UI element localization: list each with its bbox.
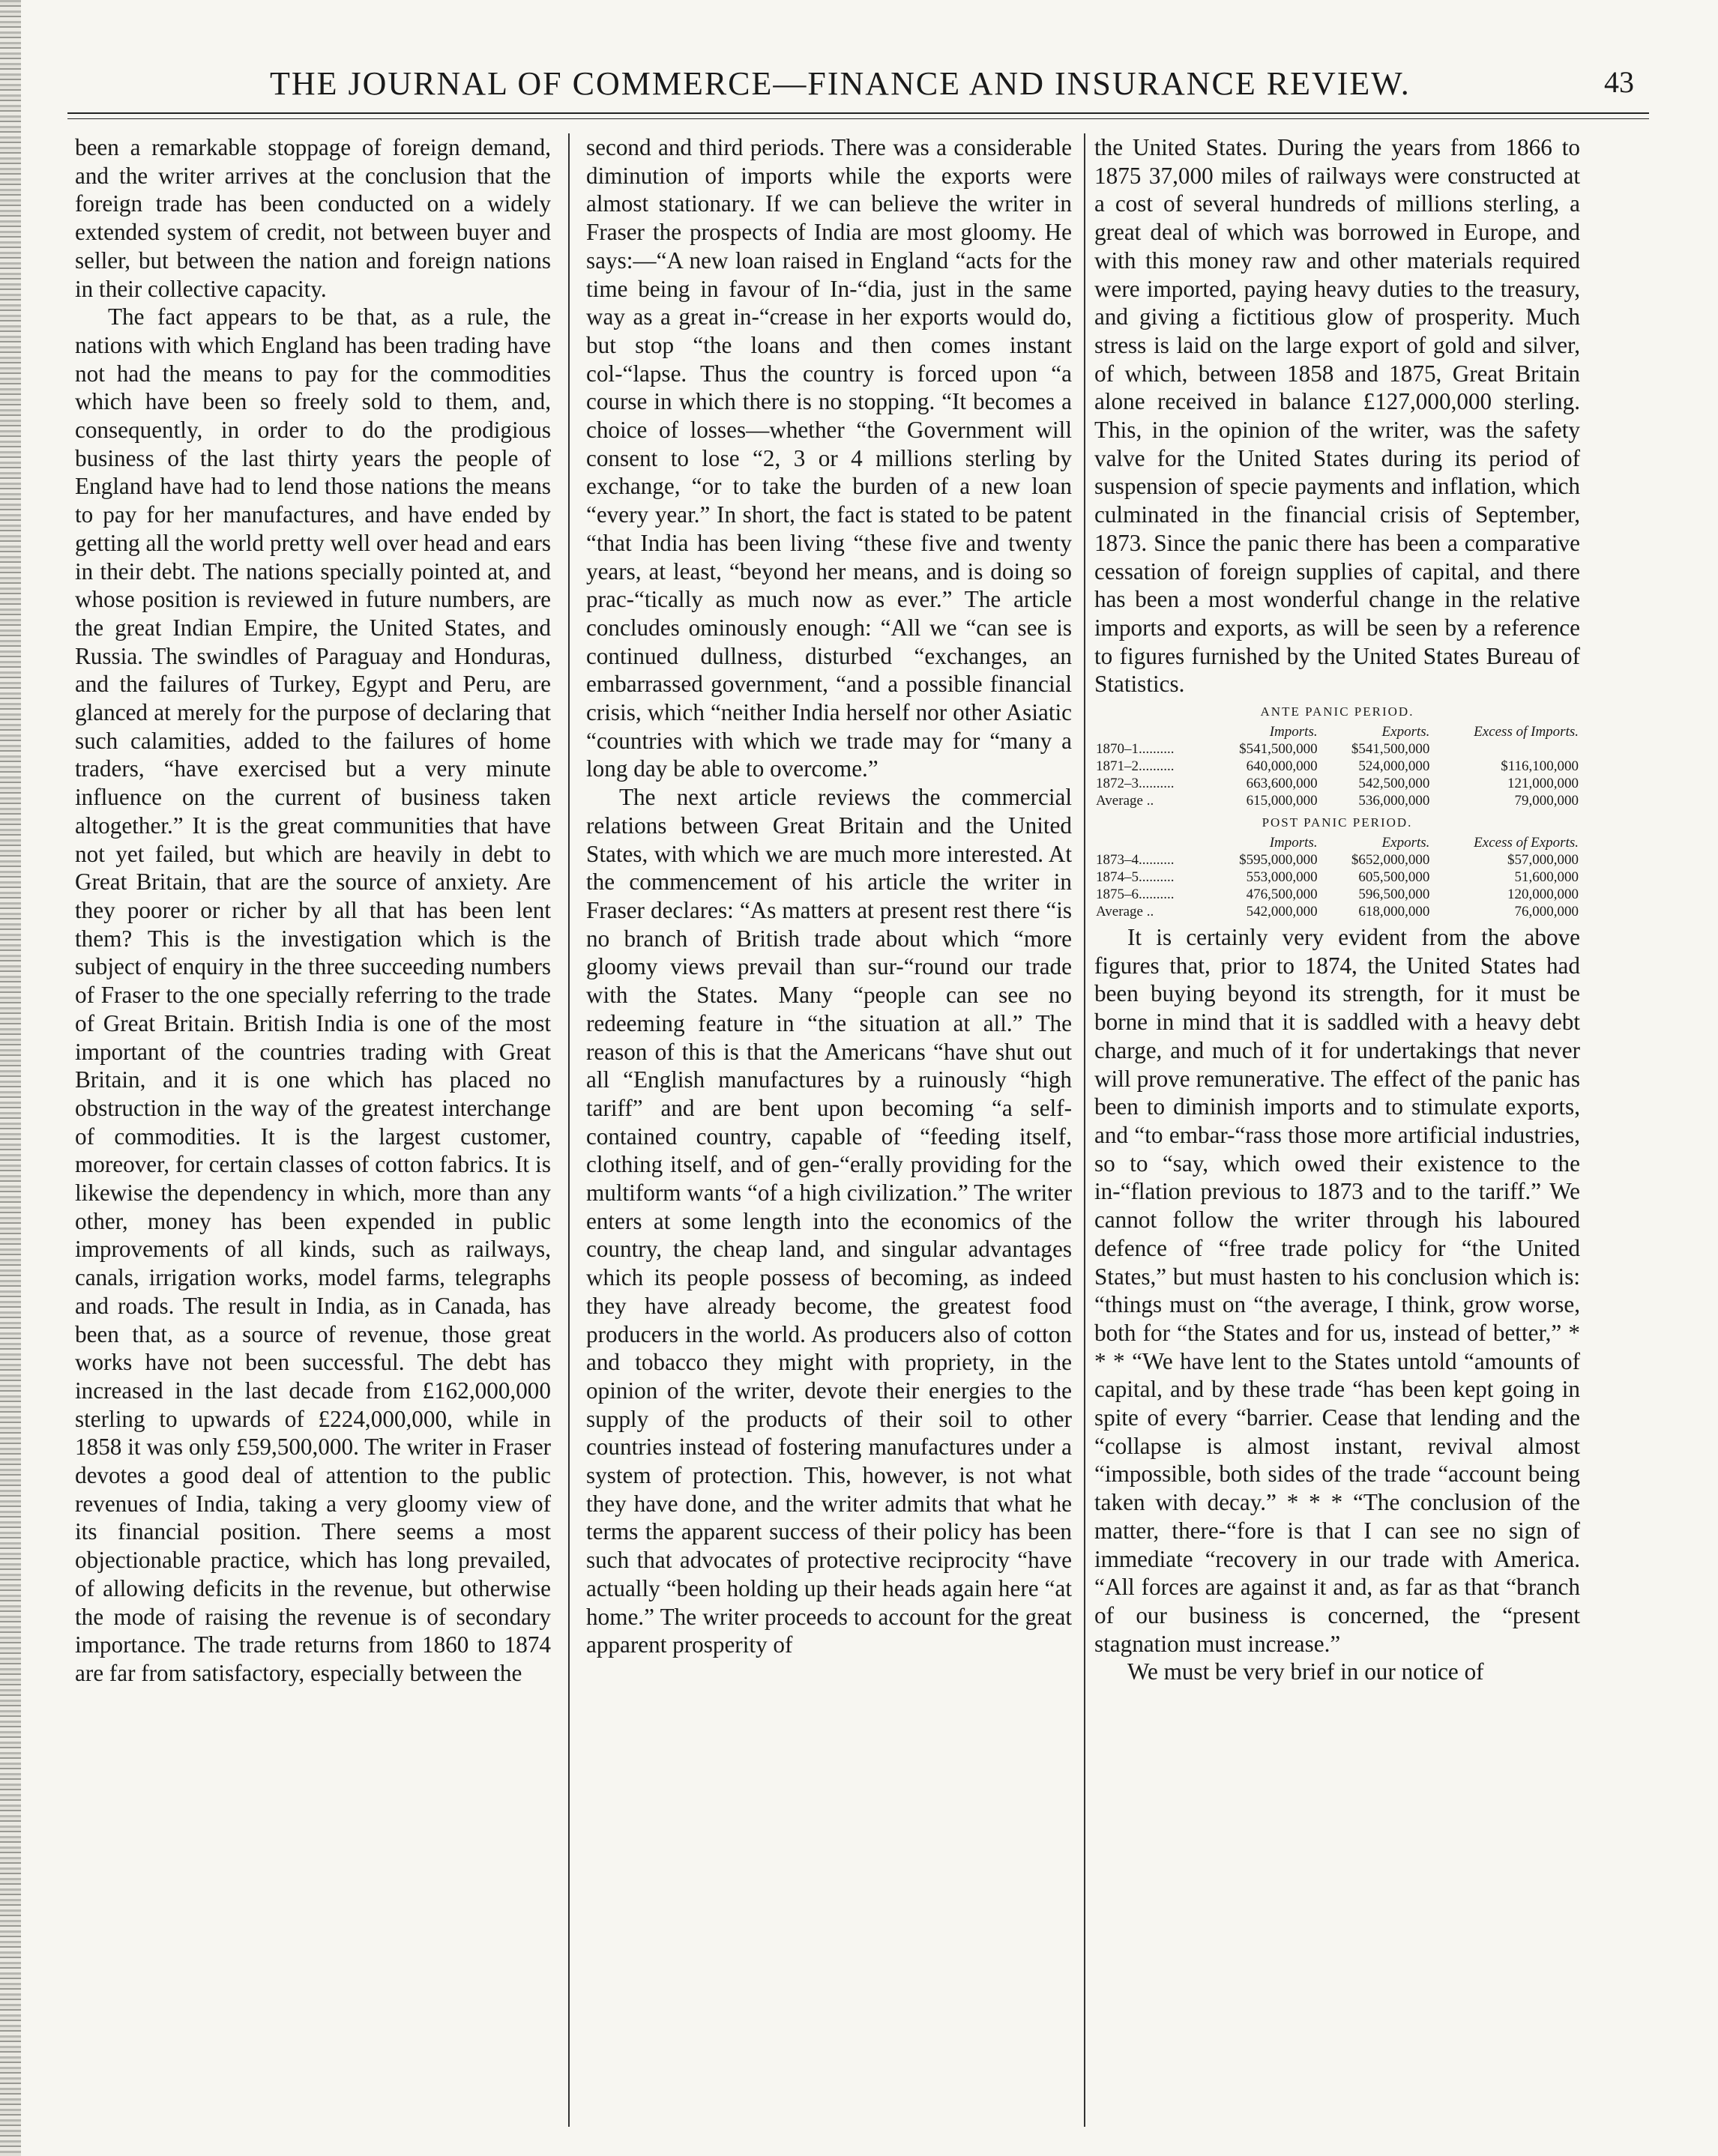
table-cell: 618,000,000 bbox=[1358, 904, 1430, 920]
table-cell: $57,000,000 bbox=[1507, 852, 1579, 869]
table-header: Excess of Imports. bbox=[1474, 724, 1579, 740]
table-row bbox=[1094, 758, 1580, 775]
paragraph: We must be very brief in our notice of bbox=[1127, 1658, 1484, 1685]
paragraph: It is certainly very evident from the above figures that, prior to 1874, the United States had been buying beyond its strength, for it must be borne in mind that it is saddled with a heavy debt charge, and much of it for undertakings that never will prove remunerative. The effect of the panic has been to diminish imports and to stimulate exports, and “to embar-“rass those more artificial industries, so to “say, which owed their existence to the in-“flation previous to 1873 and to the tariff.” We cannot follow the writer through his laboured defence of “free trade policy for “the United States,” but must hasten to his conclusion which is: “things must on “the average, I think, grow worse, both for “the States and for us, instead of better,” * * * “We have lent to the States untold “amounts of capital, and by these trade “has been kept going in spite of every “barrier. Cease that lending and the “collapse is almost instant, revival almost “impossible, both sides of the trade “account being taken with decay.” * * * “The conclusion of the matter, there-“fore is that I can see no sign of immediate “recovery in our trade with America. “All forces are against it and, as far as that “branch of our business is concerned, the “present stagnation must increase.” bbox=[1094, 924, 1580, 1657]
table-cell bbox=[1431, 740, 1580, 758]
table-cell: 605,500,000 bbox=[1358, 869, 1430, 886]
table-cell: 663,600,000 bbox=[1246, 776, 1318, 792]
table-cell: Average .. bbox=[1096, 793, 1154, 809]
table-cell: 1875–6.......... bbox=[1096, 887, 1175, 903]
table-cell: 542,500,000 bbox=[1358, 776, 1430, 792]
table-cell: $541,500,000 bbox=[1239, 741, 1318, 758]
post-panic-table bbox=[1094, 814, 1580, 920]
table-cell: 536,000,000 bbox=[1358, 793, 1430, 809]
table-cell: 615,000,000 bbox=[1246, 793, 1318, 809]
table-row bbox=[1094, 886, 1580, 903]
table-header bbox=[1094, 723, 1207, 740]
table-header: Excess of Exports. bbox=[1474, 835, 1579, 851]
header-rule-thin bbox=[67, 118, 1649, 119]
paragraph: The fact appears to be that, as a rule, the nations with which England has been trading have not had the means to pay for the commodities which have been so freely sold to them, and, consequently, in order to do the prodigious business of the last thirty years the people of England have had to lend those nations the means to pay for her manufactures, and have ended by getting all the world pretty well over head and ears in their debt. The nations specially pointed at, and whose position is reviewed in future numbers, are the great Indian Empire, the United States, and Russia. The swindles of Paraguay and Honduras, and the failures of Turkey, Egypt and Peru, are glanced at merely for the purpose of declaring that such calamities, added to the failures of home traders, “have exercised but a very minute influence on the current of business taken altogether.” It is the great communities that have not yet failed, but which are heavily in debt to Great Britain, that are the source of anxiety. Are they poorer or richer by all that has been lent them? This is the investigation which is the subject of enquiry in the three succeeding numbers of Fraser to the one specially referring to the trade of Great Britain. British India is one of the most important of the countries trading with Great Britain, and it is one which has placed no obstruction in the way of the greatest interchange of commodities. It is the largest customer, moreover, for certain classes of cotton fabrics. It is likewise the dependency in which, more than any other, money has been expended in public improvements of all kinds, such as railways, canals, irrigation works, model farms, telegraphs and roads. The result in India, as in Canada, has been that, as a source of revenue, those great works have not been successful. The debt has increased in the last decade from £162,000,000 sterling to upwards of £224,000,000, while in 1858 it was only £59,500,000. The writer in Fraser devotes a good deal of attention to the public revenues of India, taking a very gloomy view of its financial position. There seems a most objectionable practice, which has long prevailed, of allowing deficits in the revenue, but otherwise the mode of raising the revenue is of secondary importance. The trade returns from 1860 to 1874 are far from satisfactory, especially between the bbox=[75, 304, 551, 1686]
page-number: 43 bbox=[1604, 65, 1634, 99]
table-cell: 1872–3.......... bbox=[1096, 776, 1175, 792]
table-header: Exports. bbox=[1381, 724, 1430, 740]
table-cell: 553,000,000 bbox=[1246, 869, 1318, 886]
table-cell: 1873–4.......... bbox=[1096, 852, 1175, 869]
table-header: Imports. bbox=[1269, 835, 1318, 851]
table-cell: 51,600,000 bbox=[1514, 869, 1579, 886]
table-caption: ANTE PANIC PERIOD. bbox=[1260, 704, 1414, 719]
table-cell: Average .. bbox=[1096, 904, 1154, 920]
journal-title: THE JOURNAL OF COMMERCE—FINANCE AND INSURANCE REVIEW. bbox=[270, 65, 1411, 102]
paragraph: been a remarkable stoppage of foreign demand, and the writer arrives at the conclusion that the foreign trade has been conducted on a widely extended system of credit, not between buyer and seller, but between the nation and foreign nations in their collective capacity. bbox=[75, 134, 551, 302]
table-cell: 476,500,000 bbox=[1246, 887, 1318, 903]
paragraph: second and third periods. There was a considerable diminution of imports while the exports were almost stationary. If we can believe the writer in Fraser the prospects of India are most gloomy. He says:—“A new loan raised in England “acts for the time being in favour of In-“dia, just in the same way as a great in-“crease in her exports would do, but stop “the loans and then comes instant col-“lapse. Thus the country is forced upon “a course in which there is no stopping. “It becomes a choice of losses—whether “the Government will consent to lose “2, 3 or 4 millions sterling by exchange, “or to take the burden of a new loan “every year.” In short, the fact is stated to be patent “that India has been living “these five and twenty years, at least, “beyond her means, and is doing so prac-“tically as much now as ever.” The article concludes ominously enough: “All we “can see is continued dullness, disturbed “exchanges, an embarrassed government, “and a possible financial crisis, which “neither India herself nor other Asiatic “countries with which we trade may for “many a long day be able to overcome.” bbox=[586, 134, 1072, 782]
table-caption: POST PANIC PERIOD. bbox=[1262, 815, 1413, 830]
table-cell: 76,000,000 bbox=[1514, 904, 1579, 920]
column-2 bbox=[586, 133, 1072, 1659]
table-cell: 1874–5.......... bbox=[1096, 869, 1175, 886]
table-row bbox=[1094, 903, 1580, 920]
binding-edge bbox=[0, 0, 21, 2156]
column-divider bbox=[568, 133, 570, 2127]
table-header: Imports. bbox=[1269, 724, 1318, 740]
column-divider bbox=[1084, 133, 1085, 2127]
paragraph: the United States. During the years from 1866 to 1875 37,000 miles of railways were constructed at a cost of several hundreds of millions sterling, a great deal of which was borrowed in Europe, and with this money raw and other materials required were imported, paying heavy duties to the treasury, and giving a fictitious glow of prosperity. Much stress is laid on the large export of gold and silver, of which, between 1858 and 1875, Great Britain alone received in balance £127,000,000 sterling. This, in the opinion of the writer, was the safety valve for the United States during its period of suspension of specie payments and inflation, which culminated in the financial crisis of September, 1873. Since the panic there has been a comparative cessation of foreign supplies of capital, and there has been a most wonderful change in the relative imports and exports, as will be seen by a reference to figures furnished by the United States Bureau of Statistics. bbox=[1094, 134, 1580, 698]
table-cell: 1871–2.......... bbox=[1096, 758, 1175, 775]
table-row bbox=[1094, 851, 1580, 869]
table-cell: 120,000,000 bbox=[1507, 887, 1579, 903]
table-row bbox=[1094, 792, 1580, 809]
running-header bbox=[52, 61, 1634, 114]
table-cell: 121,000,000 bbox=[1507, 776, 1579, 792]
table-cell: 79,000,000 bbox=[1514, 793, 1579, 809]
table-row bbox=[1094, 869, 1580, 886]
column-1 bbox=[75, 133, 551, 1688]
ante-panic-table bbox=[1094, 703, 1580, 809]
table-row bbox=[1094, 740, 1580, 758]
table-cell: 640,000,000 bbox=[1246, 758, 1318, 775]
table-cell: $652,000,000 bbox=[1351, 852, 1430, 869]
paragraph: The next article reviews the commercial relations between Great Britain and the United States, with which we are much more interested. At the commencement of his article the writer in Fraser declares: “As matters at present rest there “is no branch of British trade about which “more gloomy views prevail than sur-“round our trade with the States. Many “people can see no redeeming feature in “the situation at all.” The reason of this is that the Americans “have shut out all “English manufactures by a ruinously “high tariff” and are bent upon becoming “a self-contained country, capable of “feeding itself, clothing itself, and of gen-“erally providing for the multiform wants “of a high civilization.” The writer enters at some length into the economics of the country, the cheap land, and singular advantages which its people possess of becoming, as indeed they have already become, the greatest food producers in the world. As producers also of cotton and tobacco they might with propriety, in the opinion of the writer, devote their energies to the supply of the products of their soil to other countries instead of fostering manufactures under a system of protection. This, however, is not what they have done, and the writer admits that what he terms the apparent success of their policy has been such that advocates of protective reciprocity “have actually “been holding up their heads again here “at home.” The writer proceeds to account for the great apparent prosperity of bbox=[586, 784, 1072, 1658]
table-header: Exports. bbox=[1381, 835, 1430, 851]
table-row bbox=[1094, 775, 1580, 792]
table-cell: 524,000,000 bbox=[1358, 758, 1430, 775]
header-rule bbox=[67, 112, 1649, 114]
table-cell: $595,000,000 bbox=[1239, 852, 1318, 869]
column-3 bbox=[1094, 133, 1580, 1686]
table-cell: $116,100,000 bbox=[1501, 758, 1579, 775]
table-cell: 1870–1.......... bbox=[1096, 741, 1175, 758]
table-cell: 596,500,000 bbox=[1358, 887, 1430, 903]
table-cell: $541,500,000 bbox=[1351, 741, 1430, 758]
table-cell: 542,000,000 bbox=[1246, 904, 1318, 920]
table-header bbox=[1094, 834, 1207, 851]
